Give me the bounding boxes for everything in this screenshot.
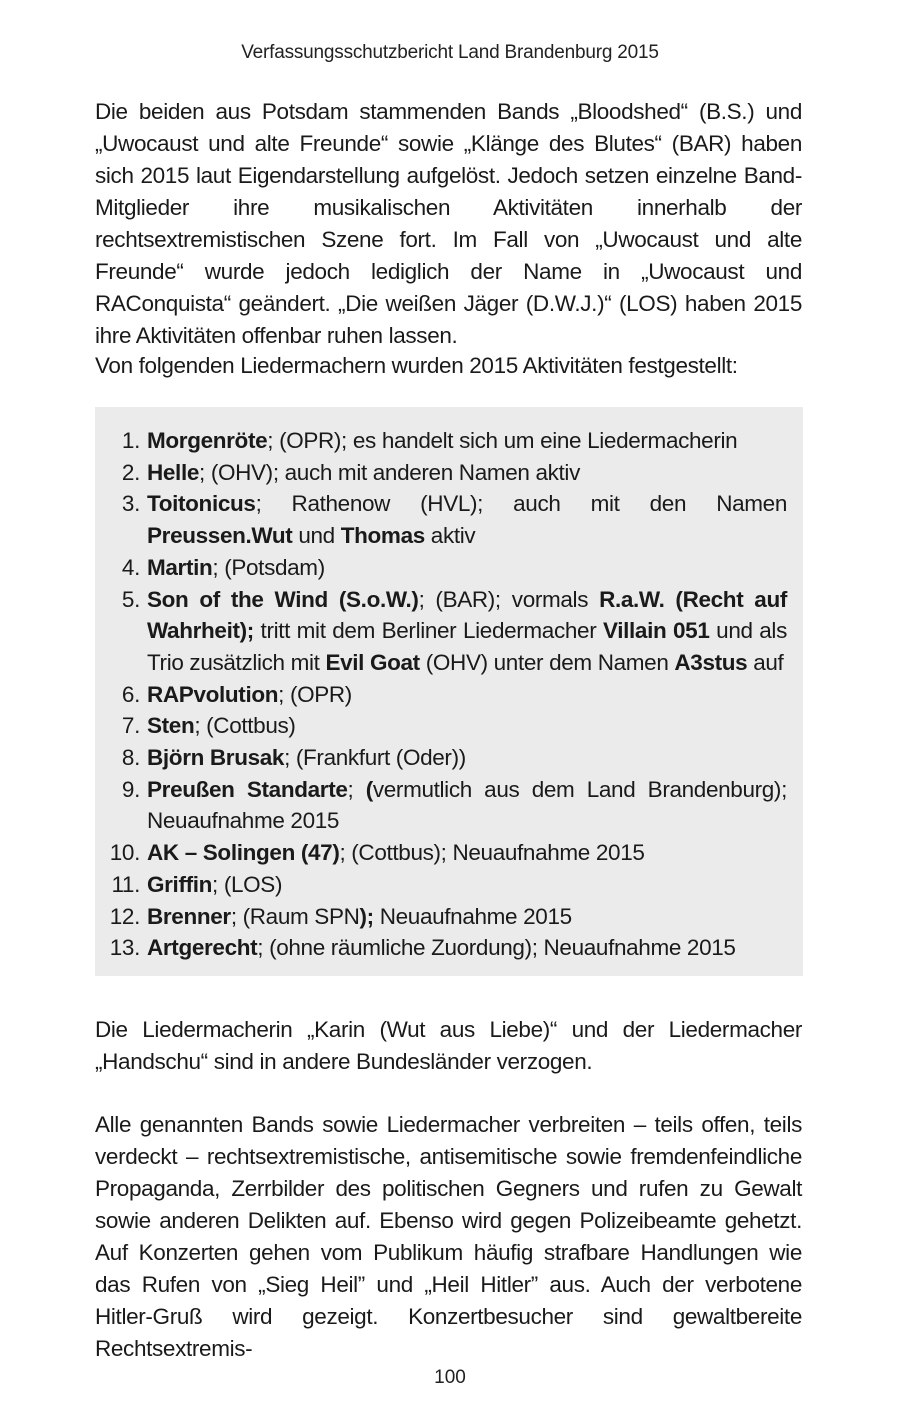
- list-item-name: (: [365, 776, 373, 802]
- list-item-name: Artgerecht: [147, 935, 258, 961]
- liedermacher-list: [95, 425, 803, 964]
- list-item-name: );: [359, 903, 374, 929]
- list-item-number: 5.: [121, 586, 140, 612]
- list-item: [95, 488, 803, 551]
- list-item-text: und als Trio zusätzlich mit: [147, 618, 787, 675]
- list-item: [95, 932, 803, 964]
- list-item-text: ; (Cottbus); Neuaufnahme 2015: [339, 840, 645, 866]
- list-item: [95, 552, 803, 584]
- list-item-name: Björn Brusak: [147, 745, 285, 771]
- list-item-text: ; (ohne räumliche Zuordung); Neuaufnahme 2015: [257, 935, 736, 961]
- paragraph-propaganda: Alle genannten Bands sowie Liedermacher verbreiten – teils offen, teils verdeckt – rechtsextremistische, antisemitische sowie fremdenfeindliche Propaganda, Zerrbilder des politischen Gegners und rufen zu Gewalt sowie anderen Delikten auf. Ebenso wird gegen Polizeibeamte gehetzt. Auf Konzerten gehen vom Publikum häufig strafbare Handlungen wie das Rufen von „Sieg Heil” und „Heil Hitler” aus. Auch der verbotene Hitler-Gruß wird gezeigt. Konzertbesucher sind gewaltbereite Rechtsextremis-: [95, 1112, 802, 1361]
- list-item-name: Brenner: [147, 903, 231, 929]
- list-item: [95, 679, 803, 711]
- list-item-number: 9.: [121, 776, 140, 802]
- list-item-name: Preußen Standarte: [147, 776, 348, 802]
- list-item: [95, 425, 803, 457]
- list-item: [95, 869, 803, 901]
- list-item-text: auf: [747, 649, 784, 675]
- list-item: [95, 584, 803, 679]
- list-item-name: Son of the Wind (S.o.W.): [147, 586, 419, 612]
- list-item-name: RAPvolution: [147, 681, 279, 707]
- list-item-number: 7.: [121, 713, 140, 739]
- list-item-text: (OHV) unter dem Namen: [419, 649, 675, 675]
- list-item-name: Preussen.Wut: [147, 523, 293, 549]
- list-item: [95, 901, 803, 933]
- list-item-number: 11.: [111, 871, 140, 897]
- list-item: [95, 774, 803, 837]
- list-item-number: 3.: [121, 491, 140, 517]
- list-item-number: 1.: [121, 428, 140, 453]
- list-item-text: und: [292, 523, 341, 549]
- list-item: [95, 742, 803, 774]
- list-item-text: ;: [347, 776, 366, 802]
- list-item-text: Neuaufnahme 2015: [373, 903, 572, 929]
- list-item-number: 13.: [109, 935, 140, 961]
- list-item-number: 2.: [121, 459, 140, 485]
- list-item-number: 6.: [121, 681, 140, 707]
- page-number: 100: [434, 1367, 466, 1388]
- list-item-name: Morgenröte: [147, 428, 268, 453]
- list-item-text: aktiv: [424, 523, 476, 549]
- list-item-text: ; (LOS): [212, 871, 283, 897]
- list-item-text: ; (Raum SPN: [230, 903, 360, 929]
- list-item-text: ; (OHV); auch mit anderen Namen aktiv: [199, 459, 580, 485]
- list-item: [95, 457, 803, 489]
- list-item-name: Martin: [147, 554, 213, 580]
- paragraph-bands-dissolved: Die beiden aus Potsdam stammenden Bands „Bloodshed“ (B.S.) und „Uwocaust und alte Freunde“ sowie „Klänge des Blutes“ (BAR) haben sich 2015 laut Eigendarstellung aufgelöst. Jedoch setzen einzelne Band-Mitglieder ihre musikalischen Aktivitäten innerhalb der rechtsextremistischen Szene fort. Im Fall von „Uwocaust und alte Freunde“ wurde jedoch lediglich der Name in „Uwocaust und RAConquista“ geändert. „Die weißen Jäger (D.W.J.)“ (LOS) haben 2015 ihre Aktivitäten offenbar ruhen lassen.: [95, 99, 802, 348]
- list-item-name: Helle: [147, 459, 200, 485]
- list-item-number: 4.: [121, 554, 140, 580]
- running-header: Verfassungsschutzbericht Land Brandenburg 2015: [241, 42, 659, 63]
- list-item-number: 8.: [121, 745, 140, 771]
- list-item-name: R.a.W. (Recht auf Wahrheit);: [147, 586, 787, 644]
- list-item-text: ; (BAR); vormals: [418, 586, 600, 612]
- list-item-text: ; (OPR); es handelt sich um eine Liedermacherin: [267, 428, 738, 453]
- paragraph-list-intro: Von folgenden Liedermachern wurden 2015 Aktivitäten festgestellt:: [95, 353, 738, 378]
- list-item-text: ; (OPR): [278, 681, 352, 707]
- list-item-name: Sten: [147, 713, 195, 739]
- list-item-name: AK – Solingen (47): [147, 840, 340, 866]
- list-item-number: 10.: [109, 840, 140, 866]
- list-item-name: Griffin: [147, 871, 213, 897]
- list-item: [95, 710, 803, 742]
- list-item-text: ; (Cottbus): [194, 713, 296, 739]
- liedermacher-list-box: [95, 407, 803, 976]
- list-item-name: Toitonicus: [147, 491, 256, 517]
- list-item-name: Evil Goat: [325, 649, 420, 675]
- paragraph-relocated: Die Liedermacherin „Karin (Wut aus Liebe)“ und der Liedermacher „Handschu“ sind in andere Bundesländer verzogen.: [95, 1017, 802, 1074]
- list-item-name: Thomas: [340, 523, 425, 549]
- list-item: [95, 837, 803, 869]
- list-item-text: ; (Potsdam): [212, 554, 325, 580]
- list-item-number: 12.: [109, 903, 140, 929]
- list-item-text: tritt mit dem Berliner Liedermacher: [253, 618, 603, 644]
- list-item-name: A3stus: [674, 649, 748, 675]
- list-item-name: Villain 051: [602, 618, 710, 644]
- list-item-text: ; (Frankfurt (Oder)): [284, 745, 466, 771]
- list-item-text: vermutlich aus dem Land Brandenburg); Neuaufnahme 2015: [147, 776, 787, 834]
- list-item-text: ; Rathenow (HVL); auch mit den Namen: [255, 491, 787, 517]
